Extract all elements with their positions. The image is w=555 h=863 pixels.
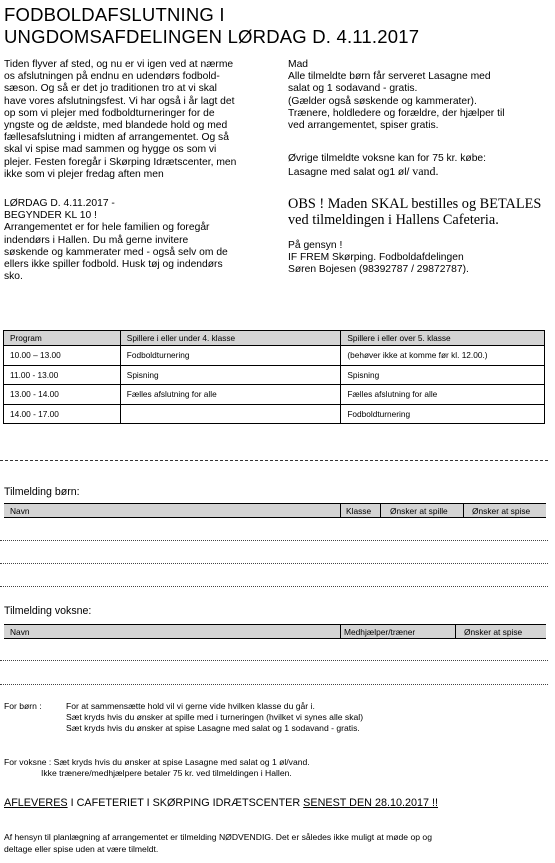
voksne-item-suffix: vand. [412, 164, 439, 179]
page-title [4, 4, 419, 48]
voksne-note-line-1: For voksne : Sæt kryds hvis du ønsker at spise Lasagne med salat og 1 øl/vand. [4, 757, 310, 767]
contact-info: På gensyn ! IF FREM Skørping. Fodboldafdelingen Søren Bojesen (98392787 / 29872787). [288, 239, 469, 276]
footer-note: Af hensyn til planlægning af arrangementet er tilmelding NØDVENDIG. Det er således ikke muligt at møde op og deltage eller spise uden at være tilmeldt. [4, 832, 432, 854]
tilmelding-born-label: Tilmelding børn: [4, 486, 80, 498]
born-note-label: For børn : [4, 701, 42, 711]
column-header: Navn [10, 627, 30, 637]
aflevering-part-2: I CAFETERIET I SKØRPING IDRÆTSCENTER [67, 797, 304, 809]
aflevering-part-3: SENEST DEN 28.10.2017 !! [303, 797, 439, 809]
table-row [4, 404, 545, 424]
mad-paragraph: Alle tilmeldte børn får serveret Lasagne med salat og 1 sodavand - gratis. (Gælder også søskende og kammerater). Trænere, holdledere og forældre, der hjælper til ved arrangementet, spiser gratis. [288, 71, 505, 132]
program-header-cell: Spillere i eller under 4. klasse [120, 331, 341, 346]
table-cell [120, 404, 341, 424]
voksne-table-header [4, 624, 546, 639]
voksne-entry-line[interactable] [0, 660, 548, 661]
title-line-2: UNGDOMSAFDELINGEN LØRDAG D. 4.11.2017 [4, 26, 420, 47]
aflevering-notice [4, 797, 438, 809]
obs-notice: OBS ! Maden SKAL bestilles og BETALES ved tilmeldingen i Hallens Cafeteria. [288, 195, 542, 229]
column-header: Ønsker at spise [472, 506, 531, 516]
table-row [4, 365, 545, 385]
table-cell: Fælles afslutning for alle [341, 385, 545, 405]
born-table-header [4, 503, 546, 518]
born-note [4, 701, 549, 737]
table-cell: 14.00 - 17.00 [4, 404, 121, 424]
voksne-note-line-2: Ikke trænere/medhjælpere betaler 75 kr. ved tilmeldingen i Hallen. [41, 768, 292, 778]
arrangement-paragraph: Arrangementet er for hele familien og foregår indendørs i Hallen. Du må gerne invitere søskende og kammerater med - også selv om de ellers ikke spiller fodbold. Husk tøj og indendørs sko. [4, 222, 228, 283]
born-entry-line[interactable] [0, 586, 548, 587]
table-cell: (behøver ikke at komme før kl. 12.00.) [341, 346, 545, 366]
voksne-entry-line[interactable] [0, 684, 548, 685]
program-header-cell: Program [4, 331, 121, 346]
table-cell: Fælles afslutning for alle [120, 385, 341, 405]
table-cell: Spisning [120, 365, 341, 385]
program-table [3, 330, 545, 424]
voksne-item-prefix: Lasagne med salat og1 øl/ [288, 167, 413, 179]
column-header: Navn [10, 506, 30, 516]
intro-paragraph: Tiden flyver af sted, og nu er vi igen ved at nærme os afslutningen på endnu en udendørs fodbold- sæson. Og så er det jo traditionen tro at vi skal have vores afslutningsfest. Vi har også i år lagt det op som vi plejer med fodboldturneringer for de yngste og de ældste, med blandede hold og med fællesafslutning i midten af arrangementet. Og så skal vi spise mad sammen og hygge os som vi plejer. Festen foregår i Skørping Idrætscenter, men ikke som vi plejer fredag aften men [4, 59, 237, 180]
table-cell: Fodboldturnering [341, 404, 545, 424]
voksne-price-text: Øvrige tilmeldte voksne kan for 75 kr. købe: [288, 153, 487, 165]
aflevering-part-1: AFLEVERES [4, 797, 68, 809]
tilmelding-voksne-label: Tilmelding voksne: [4, 605, 92, 617]
title-line-1: FODBOLDAFSLUTNING I [4, 4, 225, 25]
mad-heading: Mad [288, 59, 309, 70]
program-header-row [4, 331, 545, 346]
born-note-text: For at sammensætte hold vil vi gerne vide hvilken klasse du går i. Sæt kryds hvis du ønsker at spille med i turneringen (hvilket vi synes alle skal) Sæt kryds hvis du ønsker at spise Lasagne med salat og 1 sodavand - gratis. [66, 701, 364, 733]
table-cell: Spisning [341, 365, 545, 385]
right-column [288, 59, 550, 276]
left-column [4, 59, 272, 283]
born-entry-line[interactable] [0, 563, 548, 564]
column-header: Ønsker at spille [390, 506, 448, 516]
table-cell: 11.00 - 13.00 [4, 365, 121, 385]
cut-line [0, 460, 548, 461]
voksne-price-item [288, 165, 550, 179]
date-line-1: LØRDAG D. 4.11.2017 - [4, 198, 115, 210]
table-row [4, 385, 545, 405]
column-header: Klasse [346, 506, 372, 516]
date-line-2: BEGYNDER KL 10 ! [4, 210, 97, 222]
table-row [4, 346, 545, 366]
table-cell: Fodboldturnering [120, 346, 341, 366]
table-cell: 10.00 – 13.00 [4, 346, 121, 366]
voksne-note [4, 757, 549, 781]
born-entry-line[interactable] [0, 540, 548, 541]
table-cell: 13.00 - 14.00 [4, 385, 121, 405]
column-header: Ønsker at spise [464, 627, 523, 637]
column-header: Medhjælper/træner [344, 627, 416, 637]
program-header-cell: Spillere i eller over 5. klasse [341, 331, 545, 346]
